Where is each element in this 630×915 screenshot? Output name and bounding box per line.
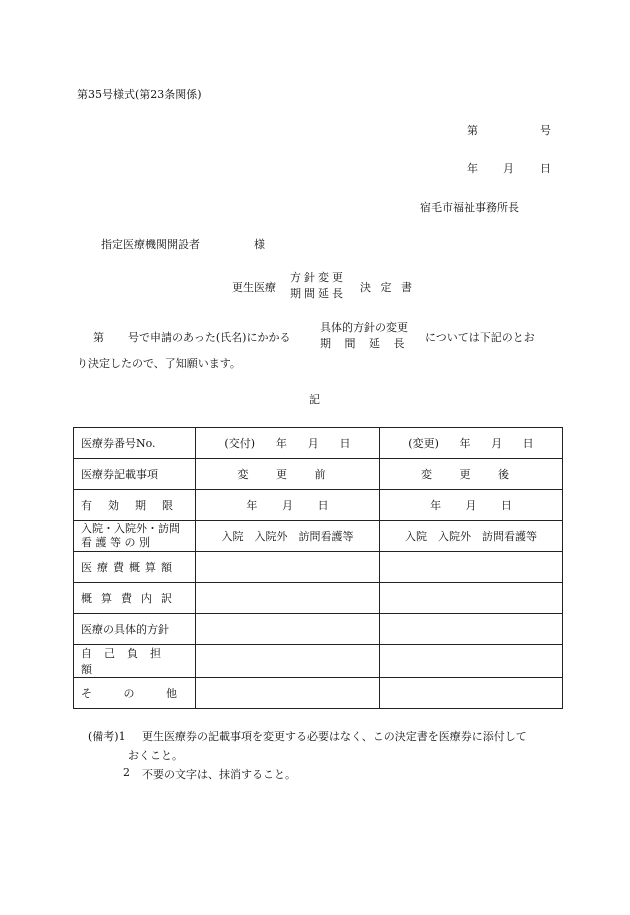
table-row xyxy=(74,645,563,678)
row-label-validity: 有効期限 xyxy=(74,490,196,521)
title-option-1: 方針変更 xyxy=(290,271,346,284)
ticket-issue-date: (交付) 年 月 日 xyxy=(196,428,380,459)
note-1-line-1: 更生医療券の記載事項を変更する必要はなく、この決定書を医療券に添付して xyxy=(142,730,527,743)
table-row xyxy=(74,521,563,552)
before-change: 変 更 前 xyxy=(196,459,380,490)
care-type-before: 入院 入院外 訪問看護等 xyxy=(196,521,380,552)
row-label-cost-breakdown: 概算費内訳 xyxy=(74,583,196,614)
form-table xyxy=(73,427,563,709)
note-1-line-2: おくこと。 xyxy=(128,749,183,762)
cost-breakdown-after xyxy=(380,583,563,614)
row-label-other: そ の 他 xyxy=(74,678,196,709)
body-option-2: 期 間 延 長 xyxy=(320,337,410,350)
table-row xyxy=(74,583,563,614)
body-line-2: り決定したので、了知願います。 xyxy=(77,357,241,370)
body-part-1: 第 xyxy=(93,331,104,344)
body-part-3: については下記のとお xyxy=(425,331,535,344)
table-row xyxy=(74,552,563,583)
other-before xyxy=(196,678,380,709)
table-row xyxy=(74,678,563,709)
table-row xyxy=(74,490,563,521)
table-row xyxy=(74,459,563,490)
body-options xyxy=(320,320,410,352)
body-option-1: 具体的方針の変更 xyxy=(320,321,408,334)
date-year: 年 xyxy=(467,162,478,175)
after-change: 変 更 後 xyxy=(380,459,563,490)
ticket-change-date: (変更) 年 月 日 xyxy=(380,428,563,459)
doc-no-suffix: 号 xyxy=(540,124,551,137)
row-label-estimated-cost: 医療費概算額 xyxy=(74,552,196,583)
note-2-text: 不要の文字は、抹消すること。 xyxy=(142,768,296,781)
self-pay-before xyxy=(196,645,380,678)
row-label-care-type: 入院・入院外・訪問 看 護 等 の 別 xyxy=(74,521,196,552)
row-label-self-pay: 自己負担額 xyxy=(74,645,196,678)
body-part-2: 号で申請のあった(氏名)にかかる xyxy=(128,331,291,344)
ki-heading: 記 xyxy=(309,393,320,406)
addressee-label: 指定医療機関開設者 xyxy=(101,238,200,251)
addressee-honorific: 様 xyxy=(254,238,265,251)
date-month: 月 xyxy=(503,162,514,175)
table-row xyxy=(74,428,563,459)
treatment-plan-after xyxy=(380,614,563,645)
notes-head: (備考)1 xyxy=(88,730,126,743)
care-type-after: 入院 入院外 訪問看護等 xyxy=(380,521,563,552)
row-label-ticket-items: 医療券記載事項 xyxy=(74,459,196,490)
treatment-plan-before xyxy=(196,614,380,645)
cost-breakdown-before xyxy=(196,583,380,614)
title-prefix: 更生医療 xyxy=(232,281,276,294)
validity-after: 年 月 日 xyxy=(380,490,563,521)
form-number: 第35号様式(第23条関係) xyxy=(77,88,202,101)
estimated-cost-before xyxy=(196,552,380,583)
title-options xyxy=(290,270,346,302)
self-pay-after xyxy=(380,645,563,678)
title-option-2: 期間延長 xyxy=(290,287,346,300)
other-after xyxy=(380,678,563,709)
row-label-treatment-plan: 医療の具体的方針 xyxy=(74,614,196,645)
date-day: 日 xyxy=(540,162,551,175)
estimated-cost-after xyxy=(380,552,563,583)
issuer: 宿毛市福祉事務所長 xyxy=(420,201,519,214)
note-2-number: 2 xyxy=(123,766,130,779)
doc-no-prefix: 第 xyxy=(467,124,478,137)
table-row xyxy=(74,614,563,645)
validity-before: 年 月 日 xyxy=(196,490,380,521)
title-suffix: 決 定 書 xyxy=(360,281,415,294)
row-label-ticket-no: 医療券番号No. xyxy=(74,428,196,459)
